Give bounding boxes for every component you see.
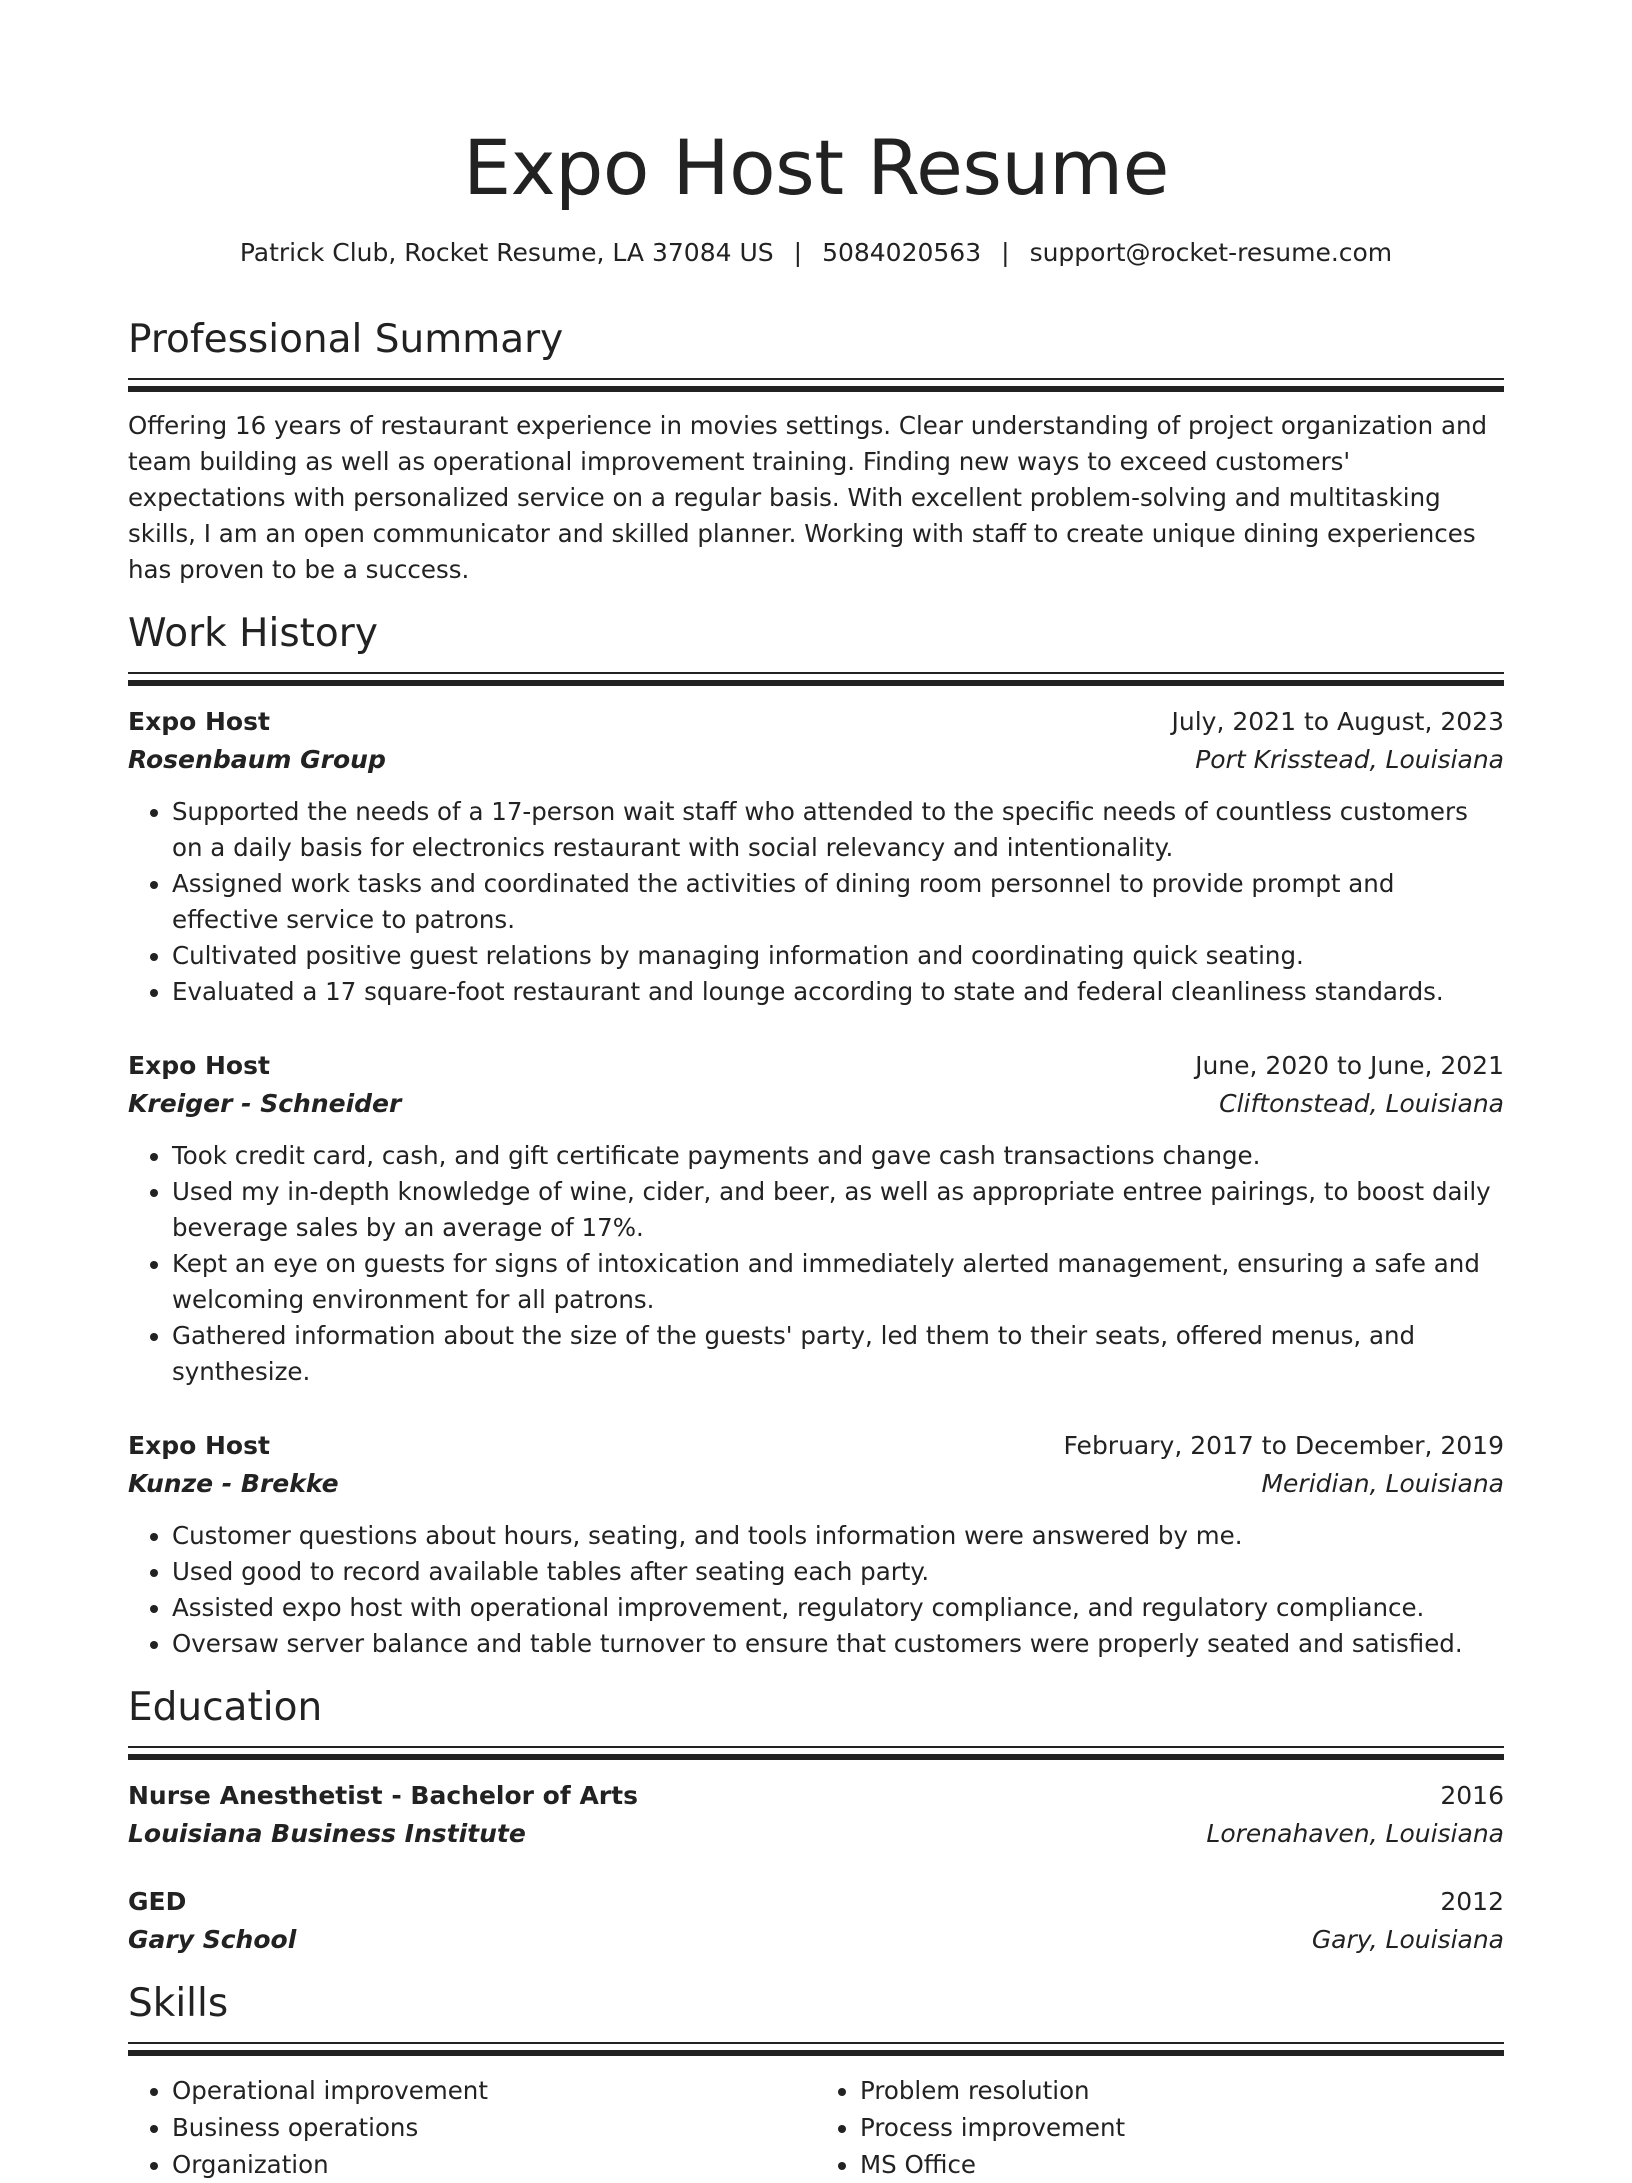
skill-item: • Business operations <box>172 2109 816 2146</box>
skill-item: • Process improvement <box>860 2109 1504 2146</box>
section-heading: Education <box>128 1685 323 1730</box>
list-item: • Assigned work tasks and coordinated the activities of dining room personnel to provide prompt and effective service to patrons. <box>172 866 1504 938</box>
skills-columns <box>128 2072 1504 2183</box>
list-item: • Kept an eye on guests for signs of intoxication and immediately alerted management, ensuring a safe and welcoming environment for all patrons. <box>172 1246 1504 1318</box>
skill-item: • Organization <box>172 2146 816 2183</box>
job-entry <box>128 1428 1504 1662</box>
list-item: • Used my in-depth knowledge of wine, cider, and beer, as well as appropriate entree pairings, to boost daily beverage sales by an average of 17%. <box>172 1174 1504 1246</box>
job-dates: February, 2017 to December, 2019 <box>1063 1431 1504 1460</box>
job-location: Cliftonstead, Louisiana <box>1219 1089 1504 1118</box>
job-company: Kunze - Brekke <box>128 1469 339 1498</box>
contact-email: support@rocket-resume.com <box>1029 238 1393 267</box>
skill-item: • Problem resolution <box>860 2072 1504 2109</box>
education-location: Lorenahaven, Louisiana <box>1206 1819 1504 1848</box>
list-item: • Evaluated a 17 square-foot restaurant and lounge according to state and federal cleanliness standards. <box>172 974 1504 1010</box>
work-section <box>128 610 1504 1662</box>
section-divider <box>128 1746 1504 1760</box>
education-entry <box>128 1884 1504 1960</box>
list-item: • Used good to record available tables after seating each party. <box>172 1554 1504 1590</box>
job-location: Port Krisstead, Louisiana <box>1195 745 1504 774</box>
section-divider <box>128 672 1504 686</box>
job-role: Expo Host <box>128 1431 270 1460</box>
section-heading: Work History <box>128 611 378 656</box>
section-heading: Skills <box>128 1981 229 2026</box>
education-school: Louisiana Business Institute <box>128 1819 526 1848</box>
list-item: • Took credit card, cash, and gift certificate payments and gave cash transactions change. <box>172 1138 1504 1174</box>
job-company: Kreiger - Schneider <box>128 1089 402 1118</box>
skill-item: • Operational improvement <box>172 2072 816 2109</box>
list-item: • Gathered information about the size of the guests' party, led them to their seats, offered menus, and synthesize. <box>172 1318 1504 1390</box>
job-location: Meridian, Louisiana <box>1261 1469 1504 1498</box>
skills-list-right <box>816 2072 1504 2183</box>
education-location: Gary, Louisiana <box>1311 1925 1504 1954</box>
skill-item: • MS Office <box>860 2146 1504 2183</box>
skills-section <box>128 1980 1504 2183</box>
job-dates: June, 2020 to June, 2021 <box>1195 1051 1504 1080</box>
summary-section <box>128 316 1504 588</box>
section-divider <box>128 378 1504 392</box>
education-entry <box>128 1778 1504 1854</box>
education-section <box>128 1684 1504 1960</box>
job-entry <box>128 704 1504 1010</box>
skills-list-left <box>128 2072 816 2183</box>
contact-separator: | <box>1001 238 1010 267</box>
job-dates: July, 2021 to August, 2023 <box>1171 707 1504 736</box>
contact-separator: | <box>793 238 803 267</box>
contact-line <box>128 236 1504 270</box>
contact-phone: 5084020563 <box>822 238 982 267</box>
section-divider <box>128 2042 1504 2056</box>
job-entry <box>128 1048 1504 1390</box>
list-item: • Customer questions about hours, seating, and tools information were answered by me. <box>172 1518 1504 1554</box>
job-company: Rosenbaum Group <box>128 745 386 774</box>
job-bullets <box>128 794 1504 1010</box>
summary-text: Offering 16 years of restaurant experience in movies settings. Clear understanding of project organization and team building as well as operational improvement training. Finding new ways to exceed customers' expectations with personalized service on a regular basis. With excellent problem-solving and multitasking skills, I am an open communicator and skilled planner. Working with staff to create unique dining experiences has proven to be a success. <box>128 411 1488 584</box>
job-role: Expo Host <box>128 1051 270 1080</box>
job-role: Expo Host <box>128 707 270 736</box>
education-year: 2016 <box>1440 1781 1504 1810</box>
section-heading: Professional Summary <box>128 317 564 362</box>
education-school: Gary School <box>128 1925 297 1954</box>
list-item: • Assisted expo host with operational improvement, regulatory compliance, and regulatory compliance. <box>172 1590 1504 1626</box>
resume-title: Expo Host Resume <box>463 123 1169 212</box>
list-item: • Oversaw server balance and table turnover to ensure that customers were properly seated and satisfied. <box>172 1626 1504 1662</box>
education-year: 2012 <box>1440 1887 1504 1916</box>
list-item: • Cultivated positive guest relations by managing information and coordinating quick seating. <box>172 938 1504 974</box>
list-item: • Supported the needs of a 17-person wait staff who attended to the specific needs of countless customers on a daily basis for electronics restaurant with social relevancy and intentionality. <box>172 794 1504 866</box>
education-degree: GED <box>128 1887 187 1916</box>
education-degree: Nurse Anesthetist - Bachelor of Arts <box>128 1781 638 1810</box>
contact-address: Patrick Club, Rocket Resume, LA 37084 US <box>239 238 774 267</box>
job-bullets <box>128 1518 1504 1662</box>
job-bullets <box>128 1138 1504 1390</box>
